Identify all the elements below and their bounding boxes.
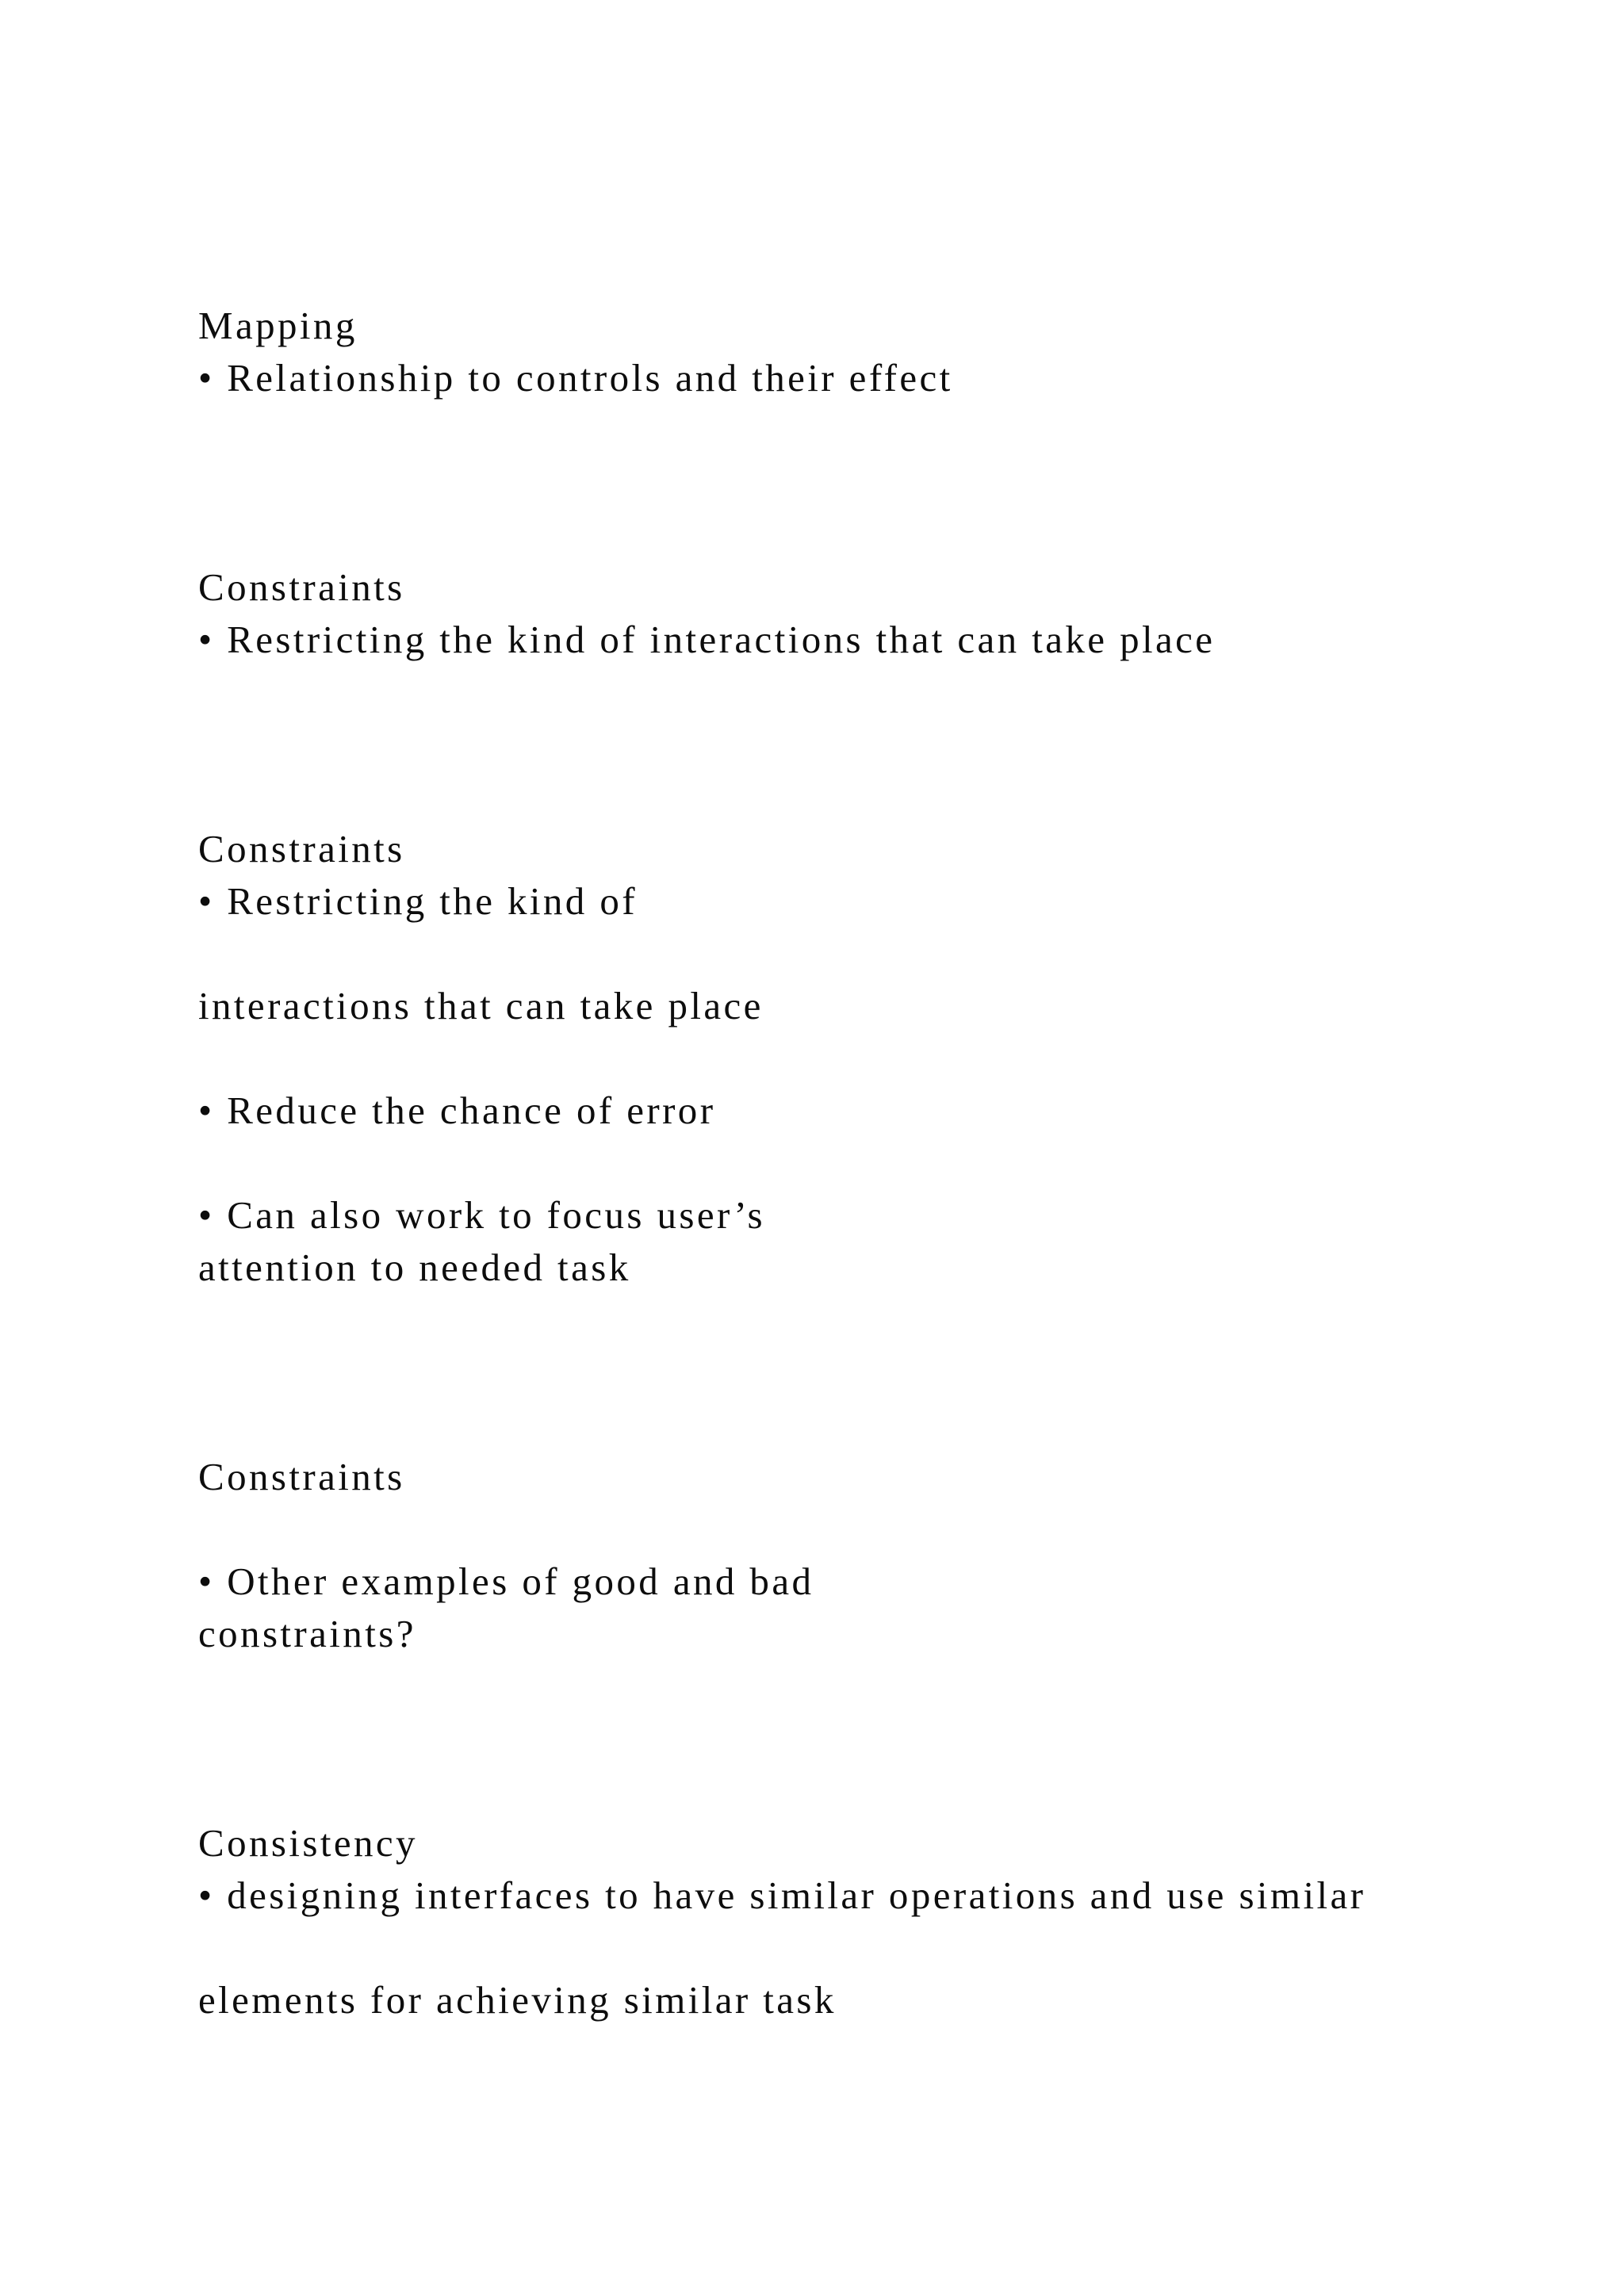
bullet-relationship-controls: • Relationship to controls and their effect (198, 356, 953, 400)
text-attention-needed-task: attention to needed task (198, 1246, 631, 1289)
text-interactions-take-place: interactions that can take place (198, 984, 764, 1027)
bullet-reduce-chance-of-error: • Reduce the chance of error (198, 1089, 716, 1132)
section-heading-constraints: Constraints (198, 827, 405, 871)
section-heading-mapping: Mapping (198, 304, 358, 347)
bullet-designing-interfaces: • designing interfaces to have similar operations and use similar (198, 1873, 1366, 1917)
section-heading-constraints: Constraints (198, 1455, 405, 1498)
bullet-restricting-kind-of: • Restricting the kind of (198, 879, 638, 923)
bullet-restricting-interactions: • Restricting the kind of interactions that can take place (198, 618, 1216, 661)
bullet-other-examples: • Other examples of good and bad (198, 1559, 814, 1603)
section-heading-constraints: Constraints (198, 565, 405, 609)
section-heading-consistency: Consistency (198, 1821, 418, 1865)
bullet-focus-user-attention: • Can also work to focus user’s (198, 1193, 766, 1237)
text-constraints-question: constraints? (198, 1612, 416, 1655)
text-similar-elements: elements for achieving similar task (198, 1978, 837, 2022)
